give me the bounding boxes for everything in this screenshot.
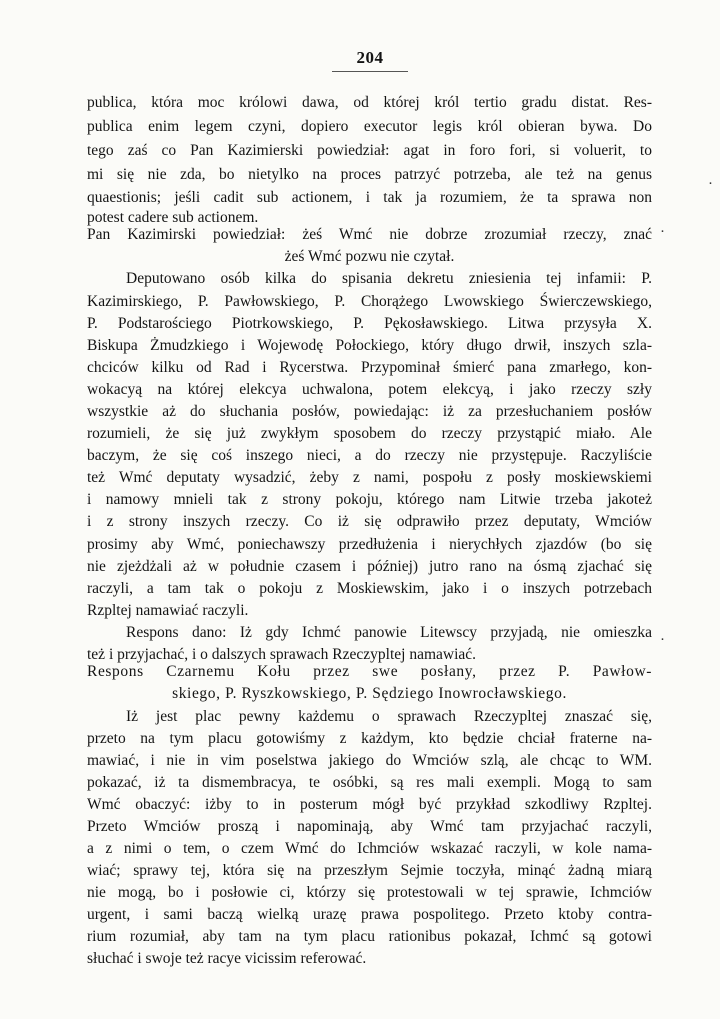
text-line: tego zaś co Pan Kazimierski powiedział: agat in foro fori, si voluerit, to [87,142,652,159]
text-line: mi się nie zda, bo nietylko na proces patrzyć potrzeba, ale też na genus [87,166,652,183]
section-heading-line: skiego, P. Ryszkowskiego, P. Sędziego Inowrocławskiego. [172,685,567,702]
text-line: urgent, i sami baczą wielką urazę prawa pospolitego. Przeto ktoby contra- [87,906,652,923]
text-line: Biskupa Żmudzkiego i Wojewodę Połockiego, który długo drwił, inszych szla- [87,337,652,354]
margin-mark: · [660,632,665,648]
text-line: przeto na tym placu gotowiśmy z każdym, kto będzie chciał fraterne na- [87,730,652,747]
text-line: mawiać, i nie in vim poselstwa jakiego do Wmciów szlą, ale chcąc to WM. [87,752,652,769]
text-line: Kazimirskiego, P. Pawłowskiego, P. Chorążego Lwowskiego Świerczewskiego, [87,293,652,310]
text-line: i z strony inszych rzeczy. Co iż się odprawiło przez deputaty, Wmciów [87,513,652,530]
text-line: publica enim legem czyni, dopiero executor legis król obieran bywa. Do [87,118,652,135]
margin-mark: · [660,224,665,240]
text-line: chciców kilku od Rad i Rycerstwa. Przypominał śmierć pana zmarłego, kon- [87,359,652,376]
text-line: P. Podstarościego Piotrkowskiego, P. Pękosławskiego. Litwa przysyła X. [87,315,652,332]
text-line: nie zjeżdżali aż w południe czasem i później) jutro rano na ósmą zjachać się [87,558,652,575]
text-line: też Wmć deputaty wysadzić, żeby z nami, pospołu z posły moskiewskiemi [87,469,652,486]
text-line: a z nimi o tem, o czem Wmć do Ichmciów wskazać raczyli, w kole nama- [87,840,652,857]
text-line: baczym, że się coś inszego nieci, a do rzeczy nie przystępuje. Raczyliście [87,447,652,464]
text-line: Iż jest plac pewny każdemu o sprawach Rzeczypltej znaszać się, [126,708,652,725]
text-line: Wmć obaczyć: iżby to in posterum mógł być przykład szkodliwy Rzpltej. [87,796,652,813]
text-line: wokacyą na której elekcya uchwalona, potem elekcyą, i jako rzeczy szły [87,381,652,398]
text-line: raczyli, a tam tak o pokoju z Moskiewskim, jako i o inszych potrzebach [87,580,652,597]
text-line: Deputowano osób kilka do spisania dekretu zniesienia tej infamii: P. [126,270,652,287]
text-line: nie mogą, bo i posłowie ci, którzy się protestowali w tej sprawie, Ichmciów [87,884,652,901]
text-line: pokazać, iż ta dismembracya, te osóbki, są res mali exempli. Mogą to sam [87,774,652,791]
text-line: rozumieli, że się już zwykłym sposobem do rzeczy przystąpić miało. Ale [87,425,652,442]
text-line: potest cadere sub actionem. [87,209,259,226]
text-line: rium rozumiał, aby tam na tym placu rationibus pokazał, Ichmć są gotowi [87,928,652,945]
text-line: żeś Wmć pozwu nie czytał. [284,248,455,265]
text-line: i namowy mnieli tak z strony pokoju, którego nam Litwie trzeba jakoteż [87,491,652,508]
text-line: wiać; sprawy tej, która się na przeszłym Sejmie toczyła, minąć żadną miarą [87,862,652,879]
text-line: publica, która moc królowi dawa, od której król tertio gradu distat. Res- [87,94,652,111]
text-line: Przeto Wmciów proszą i napominają, aby Wmć tam przyjachać raczyli, [87,818,652,835]
margin-mark: · [708,176,713,192]
text-line: też i przyjachać, i o dalszych sprawach Rzeczypltej namawiać. [87,646,477,663]
page-number-rule [332,71,408,72]
text-line: prosimy aby Wmć, poniechawszy przedłużenia i nierychłych zjazdów (bo się [87,536,652,553]
text-line: słuchać i swoje też racye vicissim referować. [87,950,367,967]
text-line: Respons dano: Iż gdy Ichmć panowie Litewscy przyjadą, nie omieszka [126,624,652,641]
text-line: Pan Kazimirski powiedział: żeś Wmć nie dobrze zrozumiał rzeczy, znać [87,226,652,243]
text-line: wszystkie aż do słuchania posłów, powiedając: iż za przesłuchaniem posłów [87,403,652,420]
text-line: quaestionis; jeśli cadit sub actionem, i tak ja rozumiem, że ta sprawa non [87,189,652,206]
page-number: 204 [356,48,384,67]
text-line: Rzpltej namawiać raczyli. [87,602,249,619]
section-heading-line: Respons Czarnemu Kołu przez swe posłany, przez P. Pawłow- [87,663,652,680]
